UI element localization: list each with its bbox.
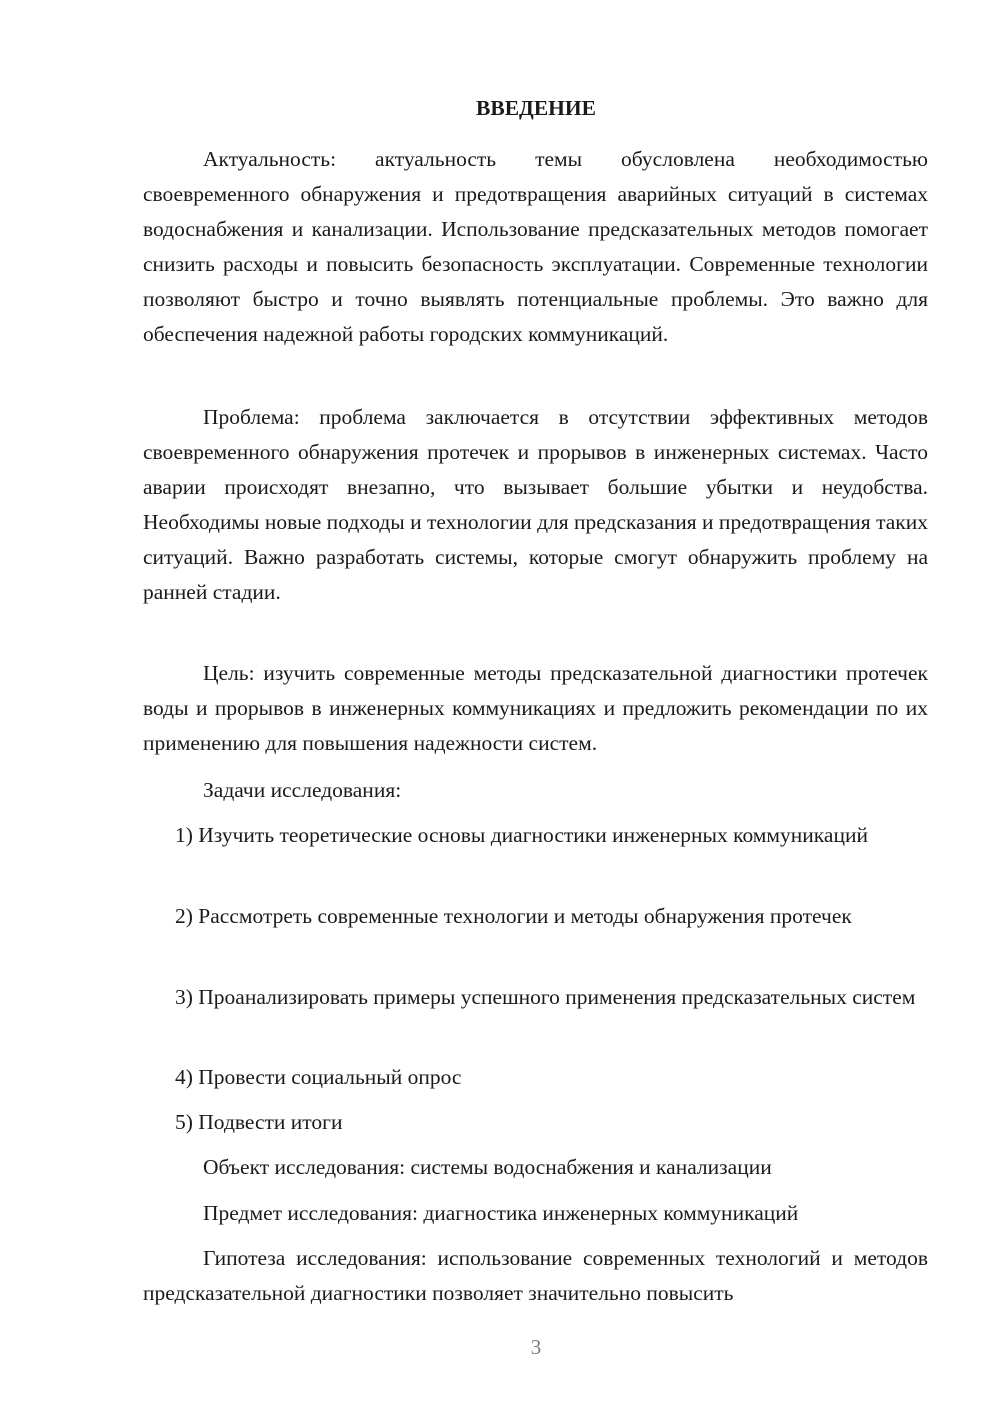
hypothesis-paragraph: Гипотеза исследования: использование современных технологий и методов предсказательной диагностики позволяет значительно повысить <box>143 1246 928 1305</box>
problem-paragraph: Проблема: проблема заключается в отсутствии эффективных методов своевременного обнаружения протечек и прорывов в инженерных системах. Часто аварии происходят внезапно, что вызывает большие убытки и неудобства. Необходимы новые подходы и технологии для предсказания и предотвращения таких ситуаций. Важно разработать системы, которые смогут обнаружить проблему на ранней стадии. <box>143 405 928 604</box>
relevance-paragraph: Актуальность: актуальность темы обусловлена необходимостью своевременного обнаружения и предотвращения аварийных ситуаций в системах водоснабжения и канализации. Использование предсказательных методов помогает снизить расходы и повысить безопасность эксплуатации. Современные технологии позволяют быстро и точно выявлять потенциальные проблемы. Это важно для обеспечения надежной работы городских коммуникаций. <box>143 147 928 346</box>
task-item-1: 1) Изучить теоретические основы диагностики инженерных коммуникаций <box>175 823 868 847</box>
subject-paragraph: Предмет исследования: диагностика инженерных коммуникаций <box>203 1201 799 1225</box>
task-item-2: 2) Рассмотреть современные технологии и методы обнаружения протечек <box>175 904 852 928</box>
task-item-4: 4) Провести социальный опрос <box>175 1065 462 1089</box>
tasks-heading: Задачи исследования: <box>203 778 402 802</box>
page-number: 3 <box>530 1335 542 1359</box>
task-item-5: 5) Подвести итоги <box>175 1110 343 1134</box>
goal-paragraph: Цель: изучить современные методы предсказательной диагностики протечек воды и прорывов в инженерных коммуникациях и предложить рекомендации по их применению для повышения надежности систем. <box>143 661 928 755</box>
page-title: ВВЕДЕНИЕ <box>476 96 596 120</box>
task-item-3: 3) Проанализировать примеры успешного применения предсказательных систем <box>175 985 916 1009</box>
object-paragraph: Объект исследования: системы водоснабжения и канализации <box>203 1155 772 1179</box>
